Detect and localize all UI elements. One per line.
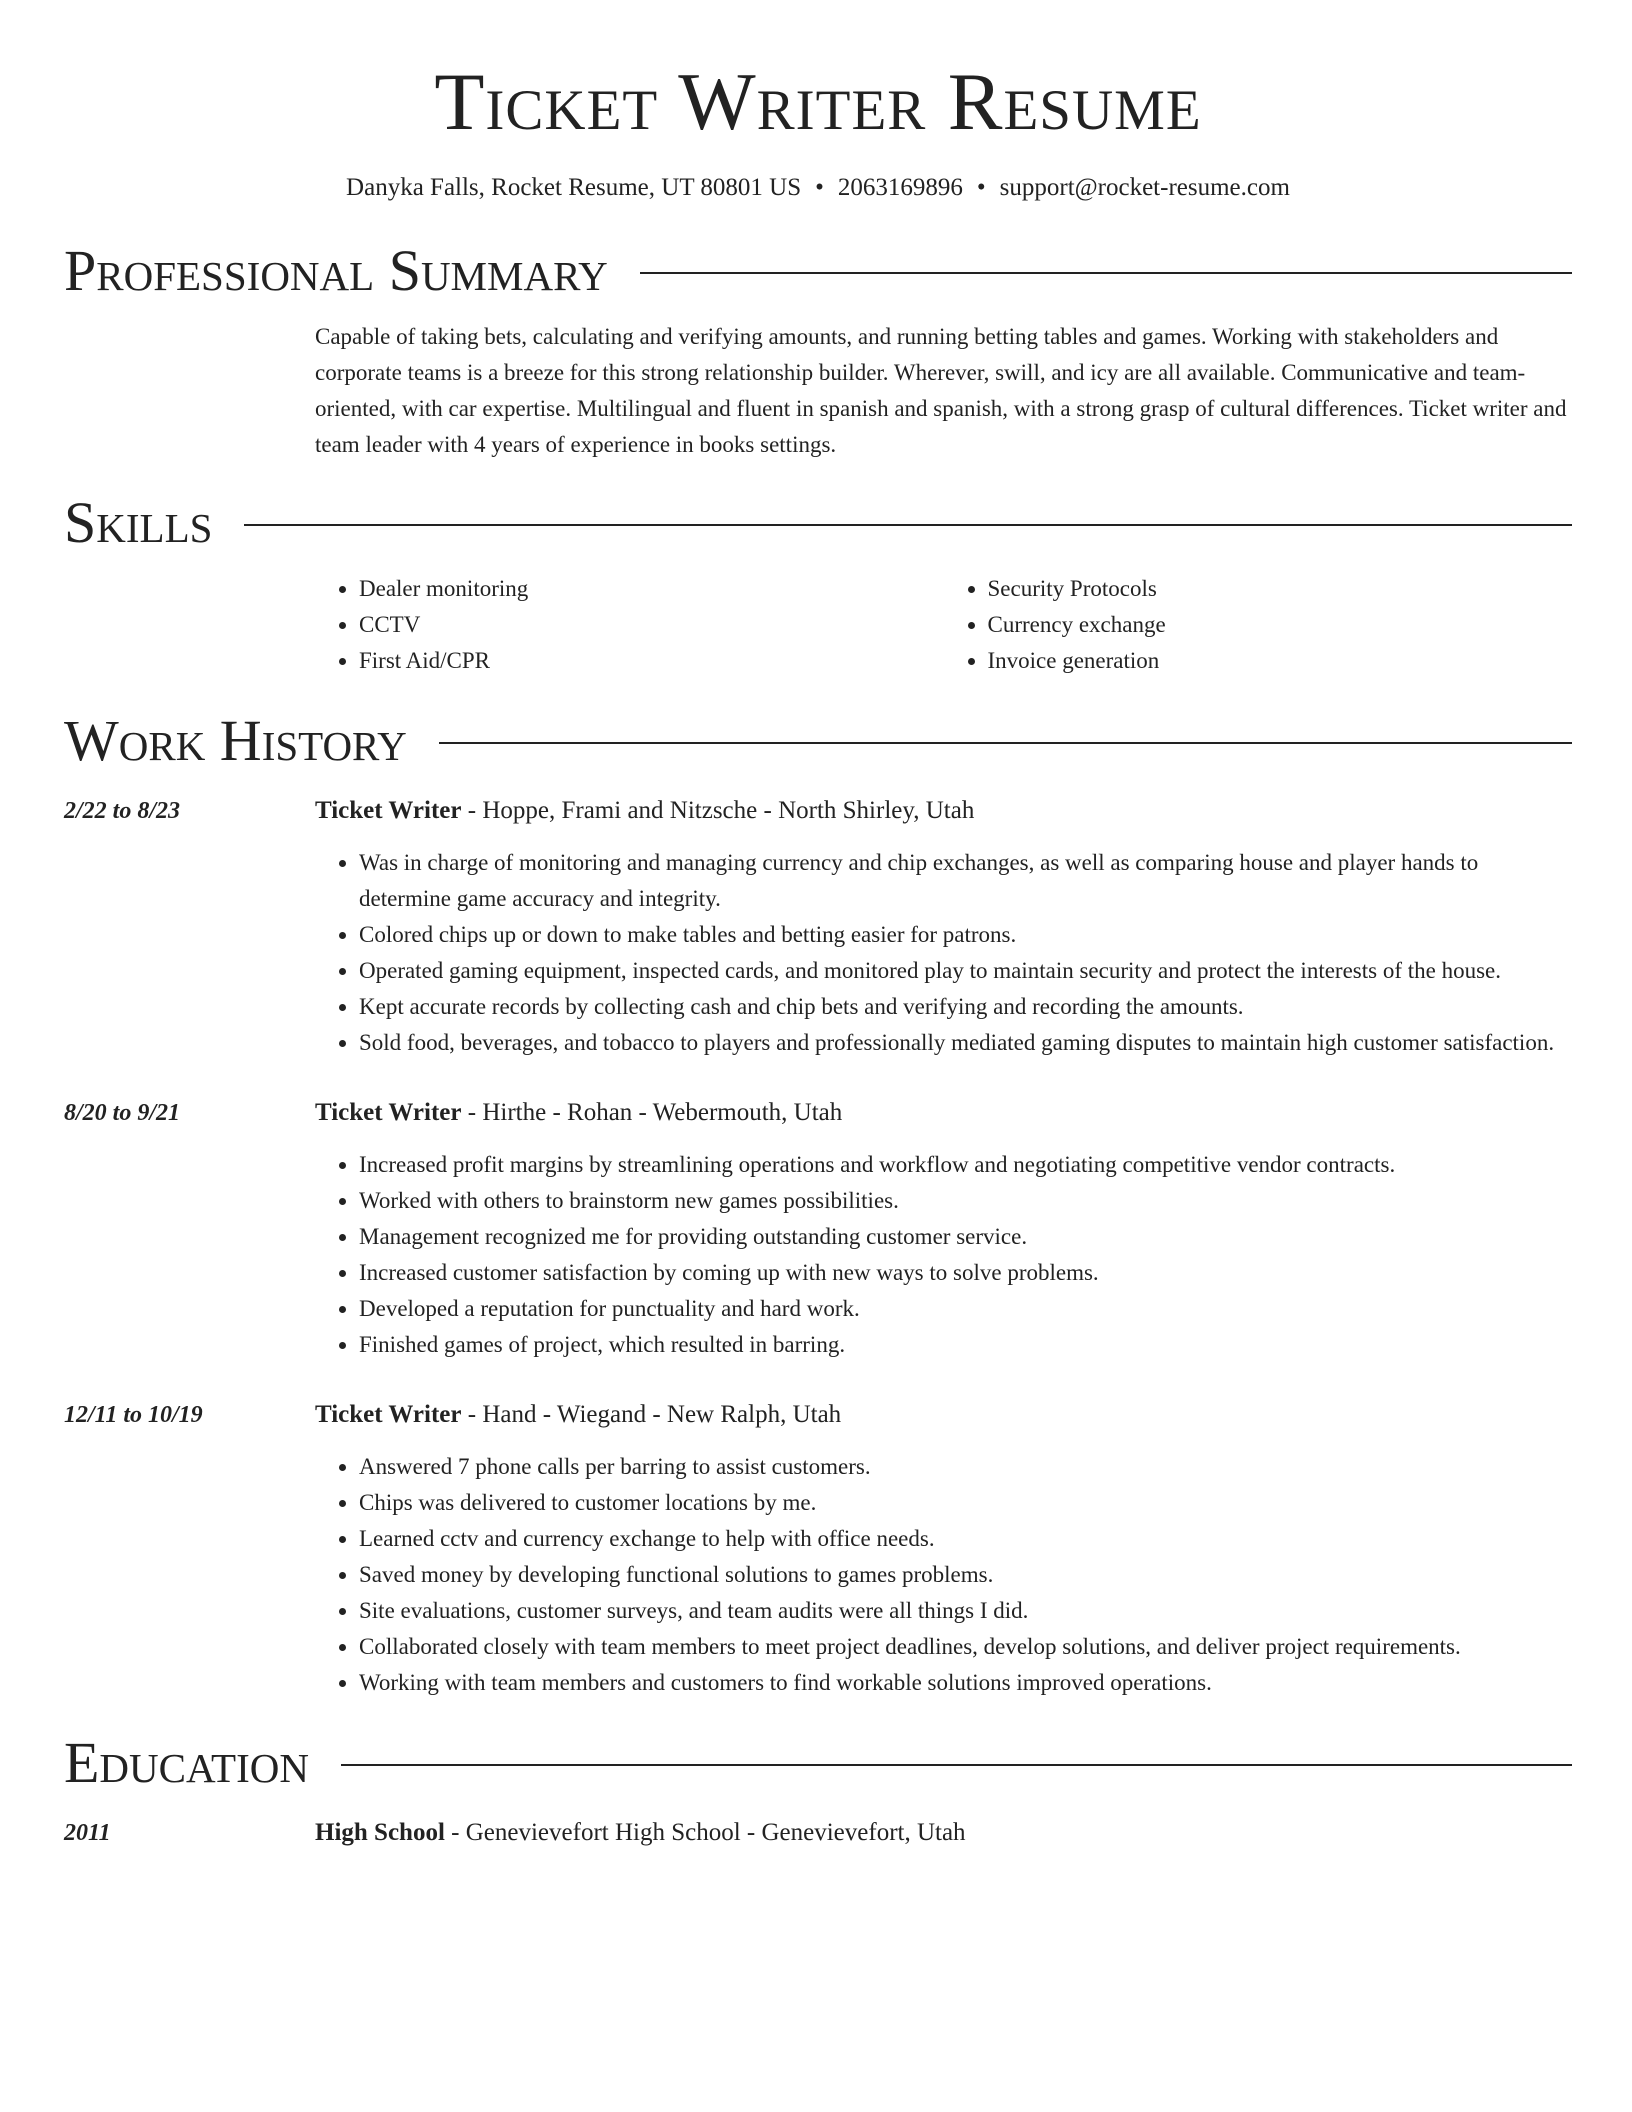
job-title: Ticket Writer [315, 1401, 462, 1428]
skill-item: • Dealer monitoring [359, 571, 944, 607]
job-dates: 12/11 to 10/19 [64, 1402, 203, 1428]
job-bullet: • Was in charge of monitoring and managing currency and chip exchanges, as well as comparing house and player hands to determine game accuracy and integrity. [359, 845, 1572, 917]
skill-item: • CCTV [359, 607, 944, 643]
job-bullet: • Operated gaming equipment, inspected cards, and monitored play to maintain security and protect the interests of the house. [359, 953, 1572, 989]
section-divider [341, 1764, 1572, 1766]
job-employer: - Hoppe, Frami and Nitzsche - North Shirley, Utah [461, 797, 975, 824]
job-dates: 2/22 to 8/23 [64, 798, 181, 824]
skills-header [64, 491, 1572, 555]
job-body [315, 793, 1572, 1061]
job-bullet: • Chips was delivered to customer locations by me. [359, 1485, 1572, 1521]
education-degree: High School [315, 1819, 445, 1846]
summary-heading: Professional Summary [64, 238, 608, 303]
job-header [315, 1095, 1572, 1131]
job-bullets [315, 1449, 1572, 1701]
contact-separator: • [976, 174, 986, 201]
job-bullet: • Working with team members and customers to find workable solutions improved operations. [359, 1665, 1572, 1701]
job-header [315, 1397, 1572, 1433]
summary-section [64, 239, 1572, 463]
education-header [64, 1731, 1572, 1795]
job-title: Ticket Writer [315, 1099, 462, 1126]
contact-email: support@rocket-resume.com [999, 174, 1290, 201]
job-bullet: • Colored chips up or down to make tables and betting easier for patrons. [359, 917, 1572, 953]
job-bullet: • Sold food, beverages, and tobacco to players and professionally mediated gaming disputes to maintain high customer satisfaction. [359, 1025, 1572, 1061]
education-body [315, 1815, 1572, 1851]
education-heading: Education [64, 1730, 309, 1795]
job-bullet: • Saved money by developing functional solutions to games problems. [359, 1557, 1572, 1593]
job-entry [64, 1095, 1572, 1363]
skill-item: • Invoice generation [988, 643, 1573, 679]
job-body [315, 1095, 1572, 1363]
work-history-heading: Work History [64, 708, 407, 773]
education-header-line [315, 1815, 1572, 1851]
skills-list-right [944, 571, 1573, 679]
education-section [64, 1731, 1572, 1851]
education-year: 2011 [64, 1820, 111, 1846]
job-bullet: • Management recognized me for providing outstanding customer service. [359, 1219, 1572, 1255]
contact-separator: • [815, 174, 824, 201]
contact-phone: 2063169896 [837, 174, 963, 201]
job-bullet: • Collaborated closely with team members to meet project deadlines, develop solutions, and deliver project requirements. [359, 1629, 1572, 1665]
job-entry [64, 793, 1572, 1061]
contact-address: Danyka Falls, Rocket Resume, UT 80801 US [346, 174, 802, 201]
skill-item: • Security Protocols [988, 571, 1573, 607]
skill-item: • First Aid/CPR [359, 643, 944, 679]
section-divider [244, 524, 1572, 526]
resume-title: Ticket Writer Resume [434, 56, 1202, 147]
job-bullet: • Increased profit margins by streamlining operations and workflow and negotiating competitive vendor contracts. [359, 1147, 1572, 1183]
job-bullet: • Worked with others to brainstorm new games possibilities. [359, 1183, 1572, 1219]
job-body [315, 1397, 1572, 1701]
job-bullet: • Developed a reputation for punctuality and hard work. [359, 1291, 1572, 1327]
work-history-header [64, 709, 1572, 773]
summary-text: Capable of taking bets, calculating and verifying amounts, and running betting tables and games. Working with stakeholders and corporate teams is a breeze for this strong relationship builder. Wherever, swill, and icy are all available. Communicative and team-oriented, with car expertise. Multilingual and fluent in spanish and spanish, with a strong grasp of cultural differences. Ticket writer and team leader with 4 years of experience in books settings. [315, 324, 1567, 457]
education-school: - Genevievefort High School - Genevievefort, Utah [444, 1819, 966, 1846]
job-bullet: • Finished games of project, which resulted in barring. [359, 1327, 1572, 1363]
job-title: Ticket Writer [315, 797, 462, 824]
job-bullet: • Increased customer satisfaction by coming up with new ways to solve problems. [359, 1255, 1572, 1291]
education-entry [64, 1815, 1572, 1851]
job-bullet: • Answered 7 phone calls per barring to assist customers. [359, 1449, 1572, 1485]
skills-heading: Skills [64, 490, 213, 555]
job-dates: 8/20 to 9/21 [64, 1100, 181, 1126]
job-bullet: • Site evaluations, customer surveys, and team audits were all things I did. [359, 1593, 1572, 1629]
skills-list-left [315, 571, 944, 679]
section-divider [439, 742, 1572, 744]
skill-item: • Currency exchange [988, 607, 1573, 643]
work-history-section [64, 709, 1572, 1701]
job-employer: - Hand - Wiegand - New Ralph, Utah [461, 1401, 842, 1428]
section-divider [640, 272, 1572, 274]
job-bullet: • Kept accurate records by collecting cash and chip bets and verifying and recording the amounts. [359, 989, 1572, 1025]
skills-section [64, 491, 1572, 679]
job-entry [64, 1397, 1572, 1701]
resume-page [64, 0, 1572, 1851]
job-employer: - Hirthe - Rohan - Webermouth, Utah [461, 1099, 843, 1126]
job-bullet: • Learned cctv and currency exchange to help with office needs. [359, 1521, 1572, 1557]
contact-line [64, 172, 1572, 204]
summary-header [64, 239, 1572, 303]
job-bullets [315, 1147, 1572, 1363]
skills-columns [315, 571, 1572, 679]
job-bullets [315, 845, 1572, 1061]
job-header [315, 793, 1572, 829]
